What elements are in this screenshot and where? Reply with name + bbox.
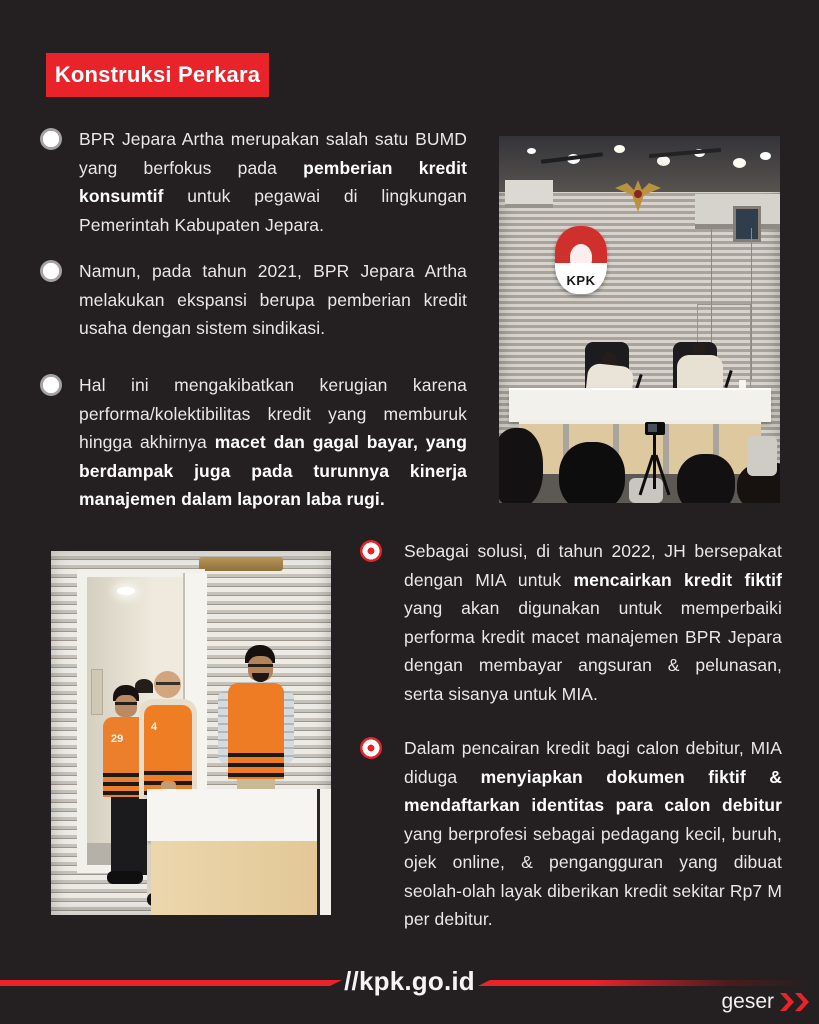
- footer-website: //kpk.go.id: [344, 966, 475, 996]
- detainee-center-glasses: [156, 682, 180, 685]
- bullet-item: [40, 125, 467, 239]
- vest-stripes: [228, 753, 284, 779]
- double-chevron-right-icon: [795, 993, 809, 1011]
- ceiling-lights: [527, 148, 536, 154]
- vest-number-left: 29: [111, 733, 124, 745]
- empty-chair-back: [629, 478, 663, 503]
- swipe-label: geser: [721, 990, 774, 1013]
- desk-top: [147, 789, 331, 841]
- vest-number-center: 4: [151, 721, 158, 733]
- audience-head: [559, 442, 625, 503]
- detainee-left-shoes: [107, 871, 143, 884]
- interior-light: [117, 587, 135, 595]
- detainee-left-glasses: [115, 702, 137, 705]
- title-badge-label: Konstruksi Perkara: [54, 62, 261, 87]
- audience-head: [499, 428, 543, 503]
- desk-side-pillar: [320, 789, 331, 915]
- kpk-logo: [555, 226, 607, 294]
- portrait-frame: [733, 206, 761, 242]
- table-top: [509, 388, 771, 422]
- desk-wood-panel: [151, 841, 317, 915]
- bullet-text: Hal ini mengakibatkan kerugian karena performa/kolektibilitas kredit yang memburuk hingga akhirnya macet dan gagal bayar, yang berdampak juga pada turunnya kinerja manajemen dalam laporan laba rugi.: [79, 375, 467, 509]
- gold-frame-edge: [199, 557, 283, 571]
- detainee-left-face: [115, 695, 137, 717]
- bullet-item: [40, 371, 467, 514]
- bullet-icon: [40, 128, 62, 150]
- detainee-left-pants: [111, 797, 147, 875]
- photo-detainees: [51, 551, 331, 915]
- bullet-icon: [360, 737, 382, 759]
- wall-unit-left: [505, 180, 553, 208]
- audience-head: [677, 454, 735, 503]
- kpk-logo-text: KPK: [566, 273, 596, 288]
- bullet-item: [40, 257, 467, 343]
- title-badge: [46, 53, 269, 97]
- bullet-text: Sebagai solusi, di tahun 2022, JH bersepakat dengan MIA untuk mencairkan kredit fiktif yang akan digunakan untuk memperbaiki performa kredit macet manajemen BPR Jepara dengan membayar angsuran & pelunasan, serta sisanya untuk MIA.: [404, 541, 783, 704]
- bullet-icon: [40, 260, 62, 282]
- tripod-leg: [653, 435, 656, 489]
- wall-seam: [751, 228, 752, 380]
- garuda-emblem: [615, 178, 661, 214]
- interior-wall-art: [91, 669, 103, 715]
- swipe-next-button[interactable]: [721, 990, 809, 1014]
- double-chevron-right-icon: [780, 993, 794, 1011]
- bullet-text: Dalam pencairan kredit bagi calon debitur, MIA diduga menyiapkan dokumen fiktif & mendaftarkan identitas para calon debitur yang berprofesi sebagai pedagang kecil, buruh, ojek online, & pengangguran yang dibuat seolah-olah layak diberikan kredit sekitar Rp7 M per debitur.: [404, 738, 782, 929]
- bullet-text: BPR Jepara Artha merupakan salah satu BUMD yang berfokus pada pemberian kredit konsumtif untuk pegawai di lingkungan Pemerintah Kabupaten Jepara.: [79, 129, 467, 235]
- bullet-icon: [360, 540, 382, 562]
- bullet-item: [360, 734, 782, 934]
- photo-press-conference: [499, 136, 780, 503]
- bullet-item: [360, 537, 782, 708]
- detainee-right-glasses: [248, 664, 273, 667]
- speaker-body: [677, 355, 723, 389]
- bullet-icon: [40, 374, 62, 396]
- bullet-text: Namun, pada tahun 2021, BPR Jepara Artha melakukan ekspansi berupa pemberian kredit usaha dengan sistem sindikasi.: [79, 261, 467, 338]
- camera-screen: [648, 424, 657, 432]
- empty-chair-back: [747, 436, 777, 476]
- detainee-right-beard: [252, 673, 269, 682]
- kpk-logo-eagle: [570, 244, 592, 270]
